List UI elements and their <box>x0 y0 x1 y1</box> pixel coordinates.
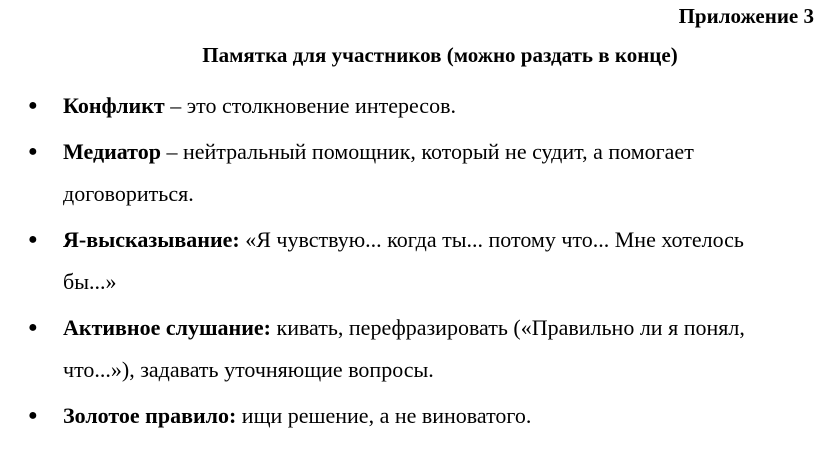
list-item <box>0 85 816 127</box>
term-label: Золотое правило: <box>63 403 237 428</box>
list-item-line <box>63 219 816 261</box>
definition-text: «Я чувствую... когда ты... потому что... Мне хотелось <box>245 227 744 252</box>
bullet-icon: ● <box>28 231 38 248</box>
bullet-icon: ● <box>28 407 38 424</box>
list-item-line <box>63 131 816 173</box>
bullet-icon: ● <box>28 319 38 336</box>
term-label: Медиатор <box>63 139 161 164</box>
term-label: Конфликт <box>63 93 165 118</box>
list-item <box>0 395 816 437</box>
bullet-icon: ● <box>28 143 38 160</box>
list-item-line <box>63 395 816 437</box>
definition-text: ищи решение, а не виноватого. <box>241 403 532 428</box>
appendix-label: Приложение 3 <box>678 4 814 28</box>
document-title: Памятка для участников (можно раздать в конце) <box>202 43 678 67</box>
definition-continuation: бы...» <box>63 269 117 294</box>
definition-text: кивать, перефразировать («Правильно ли я понял, <box>276 315 745 340</box>
list-item <box>0 307 816 391</box>
list-item <box>0 131 816 215</box>
memo-list <box>0 85 816 437</box>
term-label: Активное слушание: <box>63 315 271 340</box>
definition-text: – нейтральный помощник, который не судит, а помогает <box>166 139 694 164</box>
definition-text: – это столкновение интересов. <box>170 93 456 118</box>
list-item <box>0 219 816 303</box>
list-item-line <box>63 85 816 127</box>
list-item-line <box>63 307 816 349</box>
definition-continuation: что...»), задавать уточняющие вопросы. <box>63 357 434 382</box>
bullet-icon: ● <box>28 97 38 114</box>
definition-continuation: договориться. <box>63 181 194 206</box>
term-label: Я-высказывание: <box>63 227 240 252</box>
